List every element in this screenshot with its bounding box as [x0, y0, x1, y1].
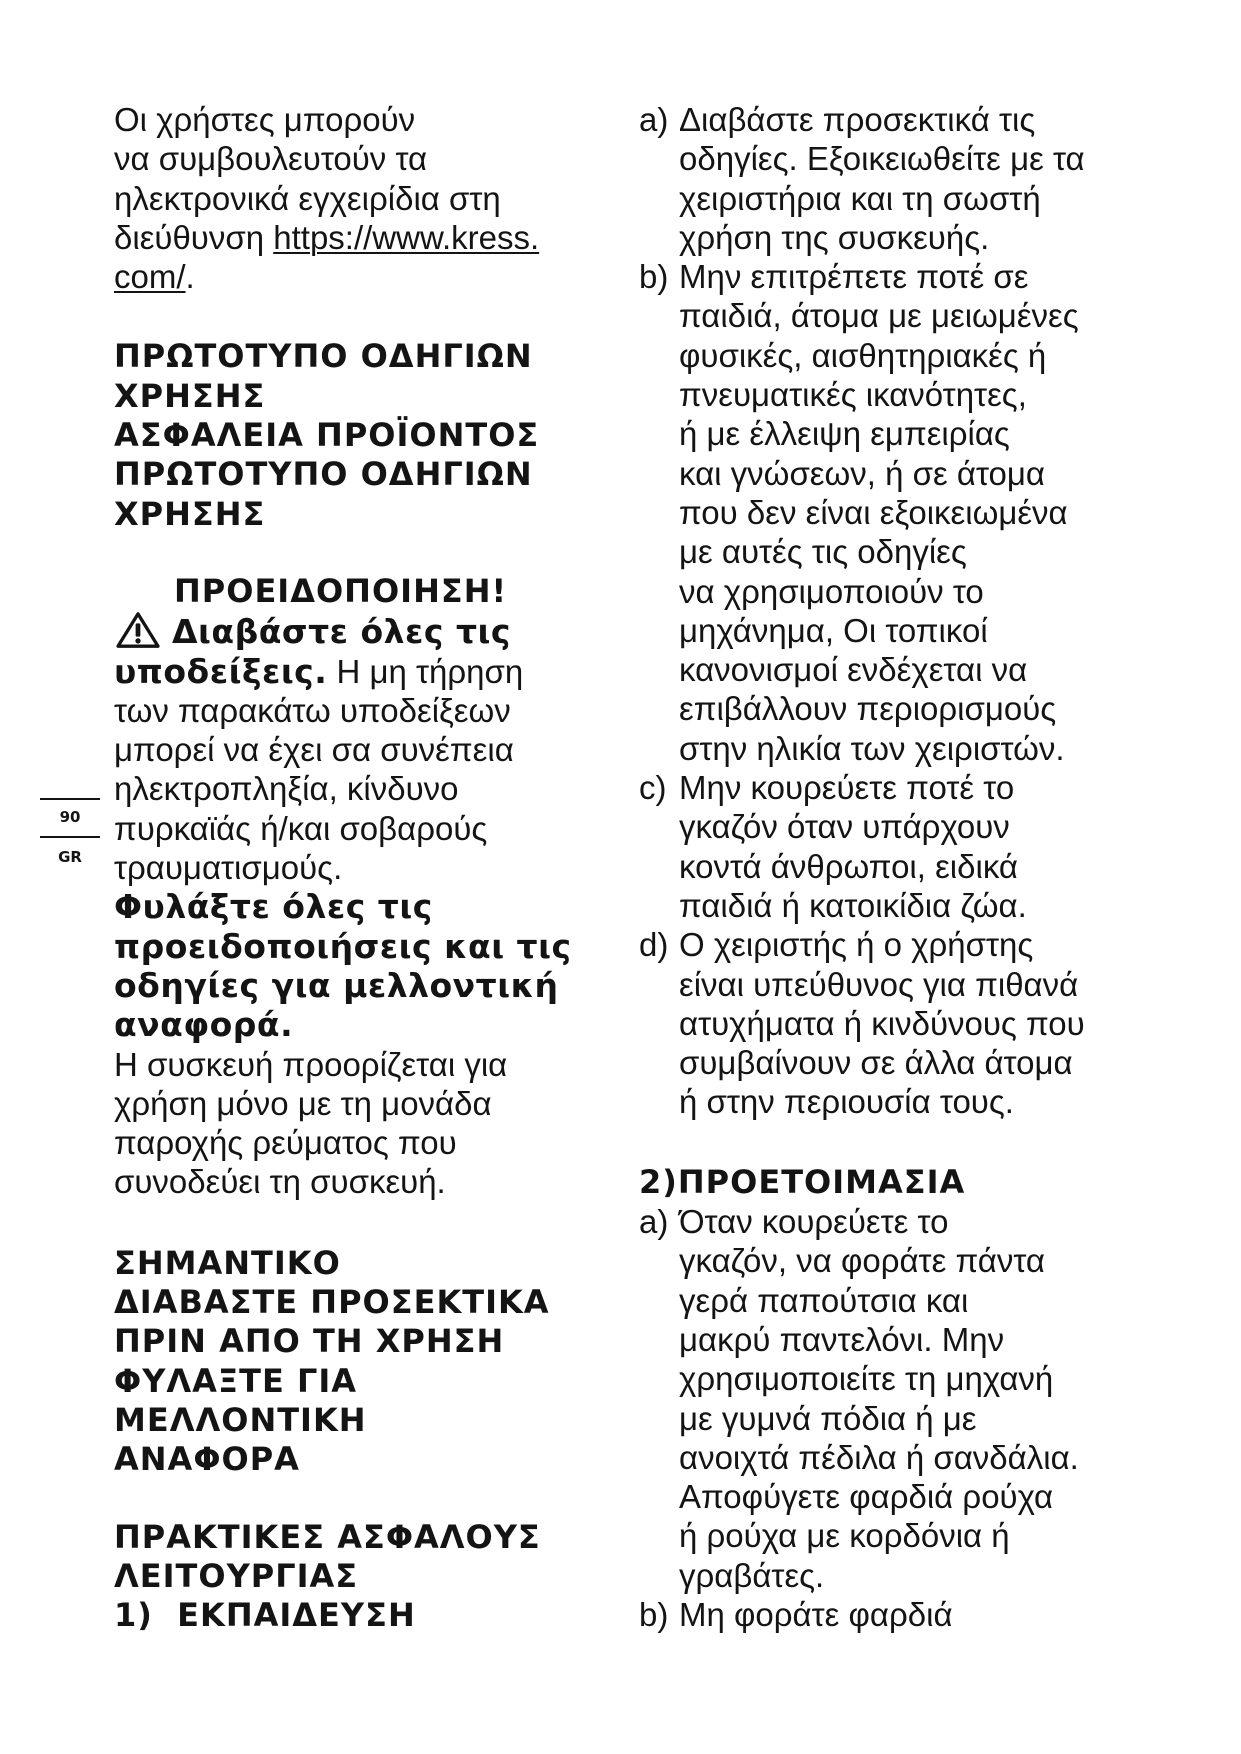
heading-line: ΧΡΗΣΗΣ [114, 376, 266, 415]
list-item-marker: b) [639, 258, 669, 296]
list-item-line: συμβαίνουν σε άλλα άτομα [679, 1044, 1073, 1082]
heading-line: ΠΡΩΤΟΤΥΠΟ ΟΔΗΓΙΩΝ [114, 455, 533, 494]
power-note-line: Η συσκευή προορίζεται για [114, 1045, 508, 1083]
keep-note-line: αναφορά. [114, 1005, 294, 1045]
list-item [639, 1202, 1139, 1595]
list-item-line: Αποφύγετε φαρδιά ρούχα [679, 1478, 1054, 1516]
list-item [639, 100, 1139, 257]
heading-line: ΠΡΑΚΤΙΚΕΣ ΑΣΦΑΛΟΥΣ [114, 1517, 541, 1556]
heading-line: ΦΥΛΑΞΤΕ ΓΙΑ [114, 1361, 358, 1400]
list-item [639, 768, 1139, 925]
list-item-line: Διαβάστε προσεκτικά τις [679, 101, 1036, 138]
list-item-line: ή στην περιουσία τους. [679, 1083, 1014, 1121]
preparation-list [639, 1202, 1139, 1634]
list-item-line: στην ηλικία των χειριστών. [679, 729, 1065, 767]
list-item-line: με αυτές τις οδηγίες [679, 533, 967, 571]
heading-line: ΑΣΦΑΛΕΙΑ ΠΡΟΪΟΝΤΟΣ [114, 416, 540, 455]
list-item [639, 925, 1139, 1121]
list-item-line: Όταν κουρεύετε το [679, 1203, 949, 1241]
heading-line: ΠΡΩΤΟΤΥΠΟ ΟΔΗΓΙΩΝ [114, 337, 533, 376]
heading-line: ΜΕΛΛΟΝΤΙΚΗ [114, 1400, 367, 1439]
keep-note-line: προειδοποιήσεις και τις [114, 926, 572, 966]
manual-url-part: com/ [114, 258, 186, 296]
list-item-marker: d) [639, 926, 669, 964]
list-item-line: παιδιά ή κατοικίδια ζώα. [679, 886, 1027, 924]
list-item-line: που δεν είναι εξοικειωμένα [679, 493, 1068, 531]
list-item-line: Ο χειριστής ή ο χρήστης [679, 926, 1034, 964]
list-item-line: γκαζόν όταν υπάρχουν [679, 808, 1010, 846]
power-note-line: χρήση μόνο με τη μονάδα [114, 1084, 492, 1122]
heading-line: ΔΙΑΒΑΣΤΕ ΠΡΟΣΕΚΤΙΚΑ [114, 1283, 550, 1322]
list-item-line: με γυμνά πόδια ή με [679, 1399, 977, 1437]
list-item-line: γραβάτες. [679, 1556, 825, 1594]
power-note-line: συνοδεύει τη συσκευή. [114, 1163, 446, 1201]
keep-note-line: οδηγίες για μελλοντική [114, 965, 559, 1005]
warning-title: ΠΡΟΕΙΔΟΠΟΙΗΣΗ! [174, 571, 508, 610]
heading-line: ΣΗΜΑΝΤΙΚΟ [114, 1243, 341, 1282]
list-item [639, 257, 1139, 768]
warning-triangle-icon [114, 611, 162, 649]
list-item-line: γκαζόν, να φοράτε πάντα [679, 1242, 1045, 1280]
list-item-line: μηχάνημα, Οι τοπικοί [679, 611, 988, 649]
warning-block [114, 572, 634, 1202]
intro-line: . [185, 258, 195, 296]
intro-line: διεύθυνση [114, 218, 274, 256]
page-marker-rule-bottom [40, 836, 100, 838]
warning-text: τραυματισμούς. [114, 849, 343, 887]
list-item-line: κανονισμοί ενδέχεται να [679, 651, 1028, 689]
intro-paragraph [114, 100, 634, 296]
list-item [639, 1595, 1139, 1634]
list-item-line: είναι υπεύθυνος για πιθανά [679, 965, 1079, 1003]
power-supply-note [114, 1045, 634, 1202]
list-item-line: φυσικές, αισθητηριακές ή [679, 336, 1047, 374]
heading-line: ΧΡΗΣΗΣ [114, 494, 266, 533]
left-column [114, 100, 634, 1635]
list-item-line: οδηγίες. Εξοικειωθείτε με τα [679, 140, 1085, 178]
heading-line: ΛΕΙΤΟΥΡΓΙΑΣ [114, 1556, 359, 1595]
keep-instructions-note [114, 887, 634, 1044]
list-item-marker: a) [639, 101, 669, 138]
list-item-line: να χρησιμοποιούν το [679, 572, 984, 610]
list-item-line: χειριστήρια και τη σωστή [679, 179, 1041, 217]
warning-emphasis: υποδείξεις. [114, 651, 328, 691]
warning-text: των παρακάτω υποδείξεων [114, 691, 511, 729]
list-item-line: ανοιχτά πέδιλα ή σανδάλια. [679, 1438, 1079, 1476]
safe-operation-heading [114, 1518, 634, 1636]
power-note-line: παροχής ρεύματος που [114, 1124, 457, 1162]
page-number: 90 [59, 808, 81, 826]
heading-line: ΠΡΙΝ ΑΠΟ ΤΗ ΧΡΗΣΗ [114, 1322, 505, 1361]
warning-text: πυρκαϊάς ή/και σοβαρούς [114, 809, 488, 847]
list-item-line: επιβάλλουν περιορισμούς [679, 690, 1057, 728]
list-item-line: ή με έλλειψη εμπειρίας [679, 415, 1010, 453]
list-item-line: Μην επιτρέπετε ποτέ σε [679, 258, 1029, 296]
list-item-line: Μη φοράτε φαρδιά [679, 1595, 953, 1633]
list-item-line: ή ρούχα με κορδόνια ή [679, 1517, 1010, 1555]
manual-url-part: https://www.kress. [273, 218, 540, 256]
list-item-line: γερά παπούτσια και [679, 1281, 969, 1319]
list-item-line: χρησιμοποιείτε τη μηχανή [679, 1360, 1054, 1398]
warning-text: ηλεκτροπληξία, κίνδυνο [114, 770, 459, 808]
original-instructions-heading [114, 337, 634, 533]
list-item-marker: c) [639, 769, 667, 807]
preparation-heading: 2)ΠΡΟΕΤΟΙΜΑΣΙΑ [639, 1162, 966, 1201]
training-list [639, 100, 1139, 1122]
list-item-line: κοντά άνθρωποι, ειδικά [679, 847, 1019, 885]
language-code: GR [58, 848, 82, 866]
warning-text: Η μη τήρηση [327, 652, 524, 690]
list-item-line: ατυχήματα ή κινδύνους που [679, 1004, 1085, 1042]
important-heading [114, 1244, 634, 1480]
right-column [639, 100, 1139, 1634]
warning-text: μπορεί να έχει σα συνέπεια [114, 731, 514, 769]
warning-paragraph [114, 611, 634, 887]
warning-emphasis: Διαβάστε όλες τις [172, 612, 511, 652]
training-heading: 1) ΕΚΠΑΙΔΕΥΣΗ [114, 1596, 416, 1635]
list-item-marker: b) [639, 1595, 669, 1633]
list-item-marker: a) [639, 1203, 669, 1241]
intro-line: ηλεκτρονικά εγχειρίδια στη [114, 179, 501, 217]
intro-line: να συμβουλευτούν τα [114, 140, 428, 178]
list-item-line: παιδιά, άτομα με μειωμένες [679, 297, 1079, 335]
list-item-line: και γνώσεων, ή σε άτομα [679, 454, 1045, 492]
heading-line: ΑΝΑΦΟΡΑ [114, 1440, 300, 1479]
list-item-line: μακρύ παντελόνι. Μην [679, 1320, 1005, 1358]
page-marker-rule-top [40, 798, 100, 800]
list-item-line: Μην κουρεύετε ποτέ το [679, 769, 1015, 807]
keep-note-line: Φυλάξτε όλες τις [114, 887, 433, 927]
intro-line: Οι χρήστες μπορούν [114, 101, 416, 138]
list-item-line: πνευματικές ικανότητες, [679, 376, 1027, 414]
list-item-line: χρήση της συσκευής. [679, 218, 990, 256]
